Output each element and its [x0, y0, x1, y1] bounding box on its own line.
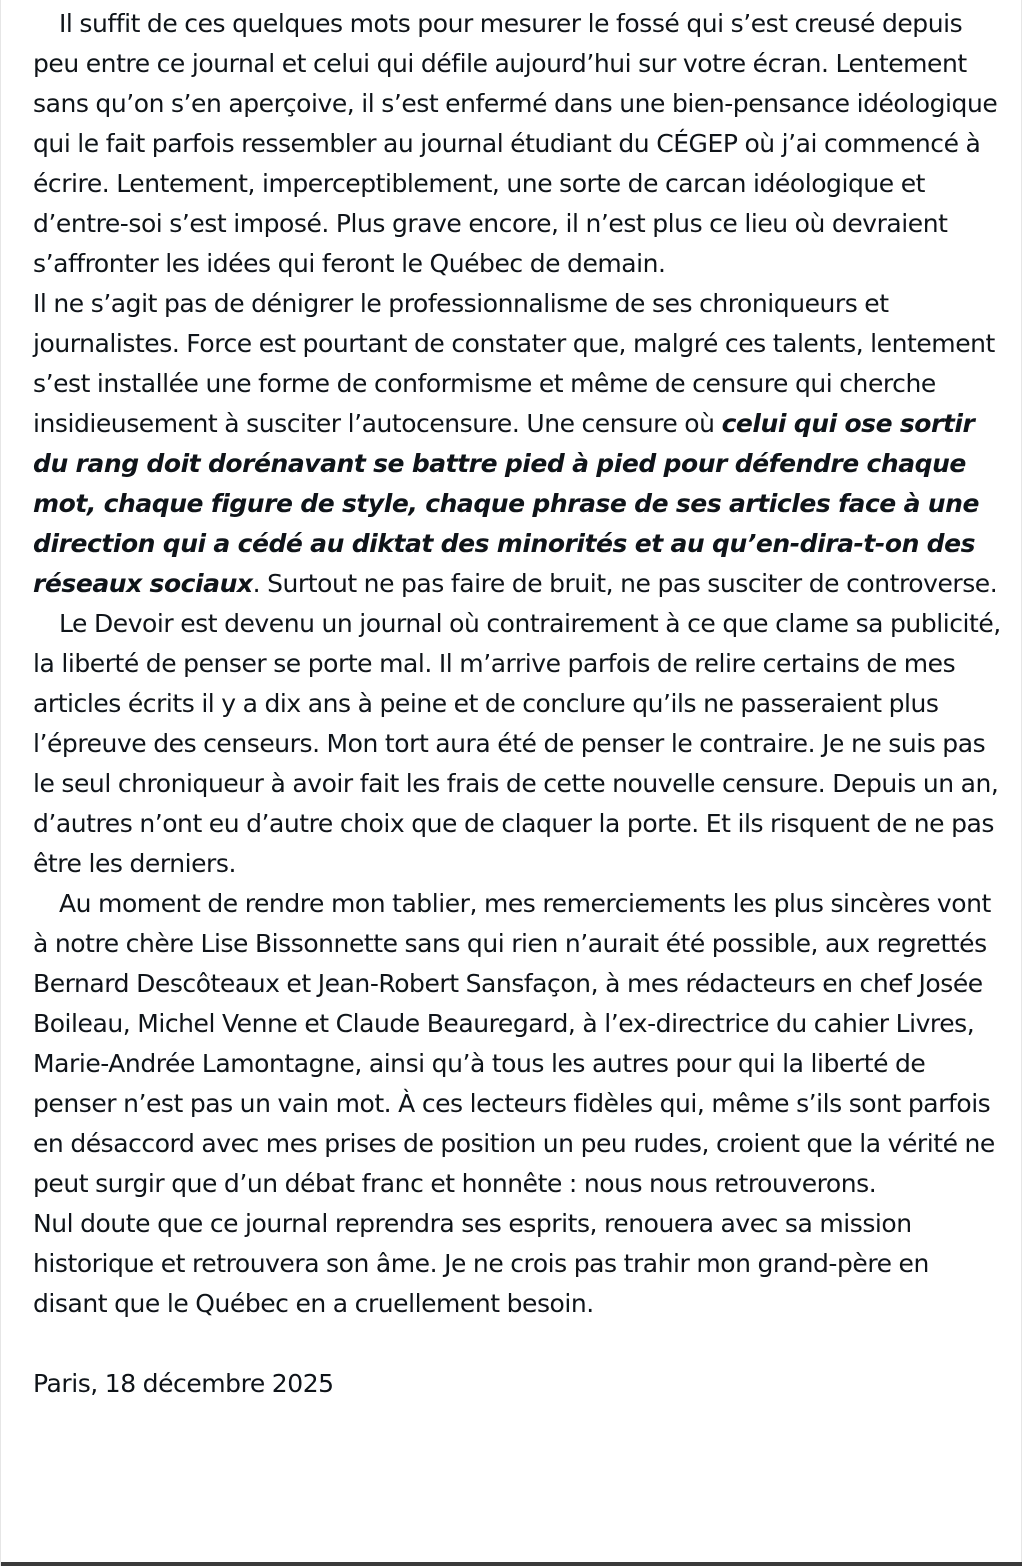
- signature: Paris, 18 décembre 2025: [33, 1369, 334, 1398]
- article-body: [33, 4, 1005, 1404]
- paragraph-1-text: Il suffit de ces quelques mots pour mesurer le fossé qui s’est creusé depuis peu entre ce journal et celui qui défile aujourd’hui sur votre écran. Lentement sans qu’on s’en aperçoive, il s’est enfermé dans une bien-pensance idéologique qui le fait parfois ressembler au journal étudiant du CÉGEP où j’ai commencé à écrire. Lentement, imperceptiblement, une sorte de carcan idéologique et d’entre-soi s’est imposé. Plus grave encore, il n’est plus ce lieu où devraient s’affronter les idées qui feront le Québec de demain.: [33, 9, 998, 278]
- spacer: [33, 1324, 1005, 1364]
- paragraph-3: [33, 604, 1005, 884]
- paragraph-2-start: Il ne s’agit pas de dénigrer le professionnalisme de ses chroniqueurs et journalistes. Force est pourtant de constater que, malgré ces talents, lentement s’est installée une forme de conformisme et même de censure qui cherche insidieusement à susciter l’autocensure. Une censure où: [33, 289, 995, 438]
- paragraph-2-emphasis: celui qui ose sortir du rang doit dorénavant se battre pied à pied pour défendre chaque mot, chaque figure de style, chaque phrase de ses articles face à une direction qui a cédé au diktat des minorités et au qu’en-dira-t-on des réseaux sociaux: [33, 409, 979, 598]
- paragraph-2: [33, 284, 1005, 604]
- paragraph-4: [33, 884, 1005, 1204]
- paragraph-5-text: Nul doute que ce journal reprendra ses esprits, renouera avec sa mission historique et retrouvera son âme. Je ne crois pas trahir mon grand-père en disant que le Québec en a cruellement besoin.: [33, 1209, 929, 1318]
- paragraph-2-end: . Surtout ne pas faire de bruit, ne pas susciter de controverse.: [252, 569, 998, 598]
- bottom-divider: [1, 1562, 1022, 1566]
- paragraph-1: [33, 4, 1005, 284]
- paragraph-4-text: Au moment de rendre mon tablier, mes remerciements les plus sincères vont à notre chère Lise Bissonnette sans qui rien n’aurait été possible, aux regrettés Bernard Descôteaux et Jean-Robert Sansfaçon, à mes rédacteurs en chef Josée Boileau, Michel Venne et Claude Beauregard, à l’ex-directrice du cahier Livres, Marie-Andrée Lamontagne, ainsi qu’à tous les autres pour qui la liberté de penser n’est pas un vain mot. À ces lecteurs fidèles qui, même s’ils sont parfois en désaccord avec mes prises de position un peu rudes, croient que la vérité ne peut surgir que d’un débat franc et honnête : nous nous retrouverons.: [33, 889, 995, 1198]
- paragraph-5: [33, 1204, 1005, 1324]
- paragraph-3-text: Le Devoir est devenu un journal où contrairement à ce que clame sa publicité, la liberté de penser se porte mal. Il m’arrive parfois de relire certains de mes articles écrits il y a dix ans à peine et de conclure qu’ils ne passeraient plus l’épreuve des censeurs. Mon tort aura été de penser le contraire. Je ne suis pas le seul chroniqueur à avoir fait les frais de cette nouvelle censure. Depuis un an, d’autres n’ont eu d’autre choix que de claquer la porte. Et ils risquent de ne pas être les derniers.: [33, 609, 1001, 878]
